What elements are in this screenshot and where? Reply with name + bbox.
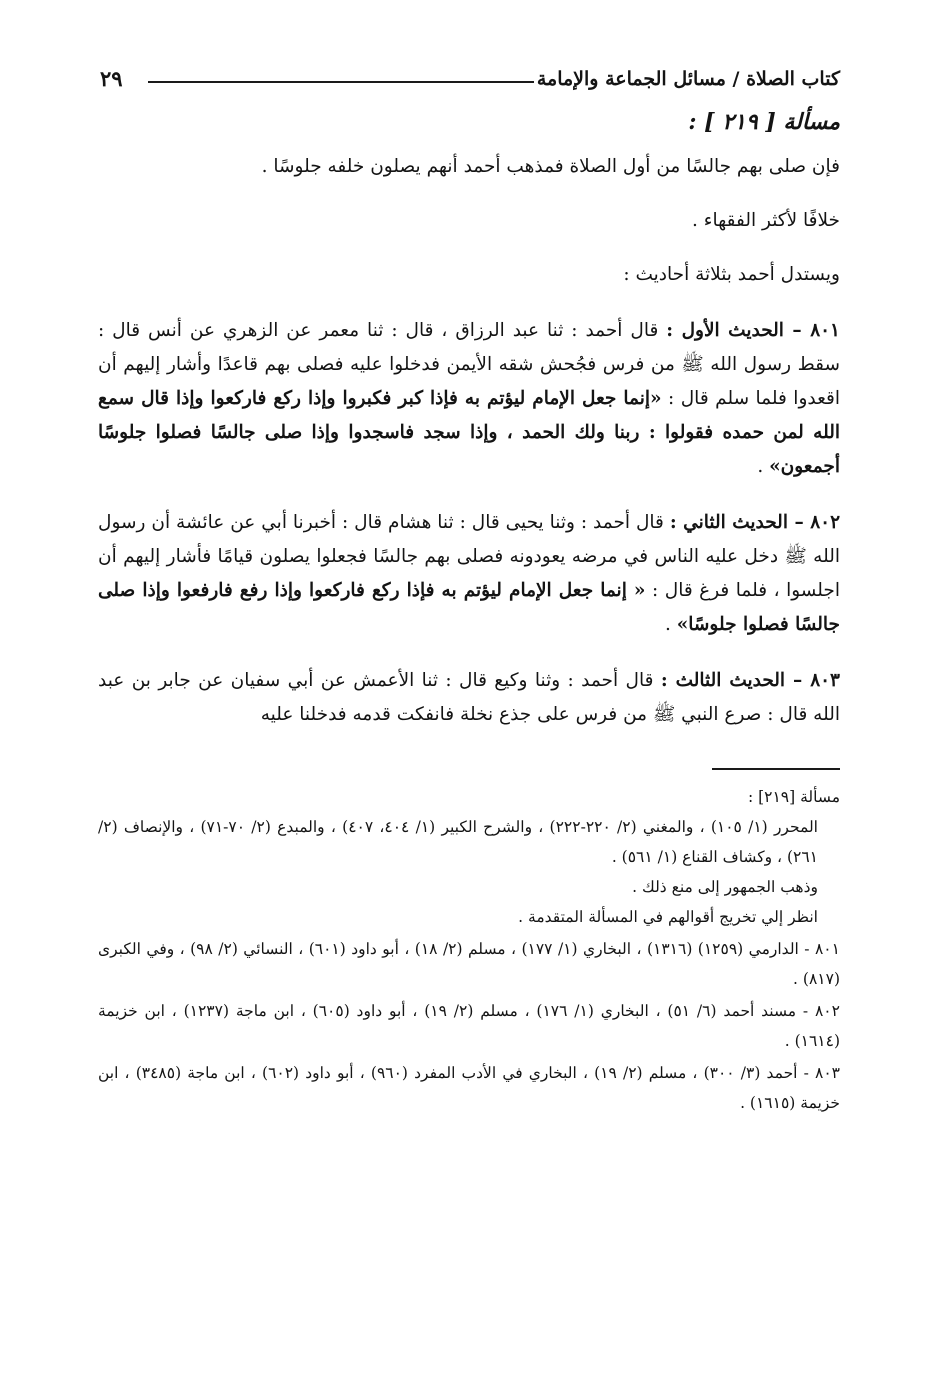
hadith-801-end: .: [757, 456, 770, 477]
book-page: [98, 62, 840, 1118]
hadith-802-text: قال أحمد : وثنا يحيى قال : ثنا هشام قال : أخبرنا أبي عن عائشة أن رسول الله ﷺ دخل عليه الناس في مرضه يعودونه فصلى بهم جالسًا فجعلوا يصلون قيامًا فأشار إليهم أن اجلسوا ، فلما فرغ قال :: [98, 512, 840, 601]
footnote-801: ٨٠١ - الدارمي (١٢٥٩) (١٣١٦) ، البخاري (١/ ١٧٧) ، مسلم (٢/ ١٨) ، أبو داود (٦٠١) ، النسائي (٢/ ٩٨) ، وفي الكبرى (٨١٧) .: [98, 940, 840, 988]
hadith-803-label: ٨٠٣ – الحديث الثالث :: [660, 670, 840, 691]
footnote-note-1: وذهب الجمهور إلى منع ذلك .: [632, 878, 818, 896]
footnote-title: مسألة [٢١٩] :: [747, 788, 840, 806]
hadith-801-text: قال أحمد : ثنا عبد الرزاق ، قال : ثنا معمر عن الزهري عن أنس قال : سقط رسول الله ﷺ من فرس فجُحش شقه الأيمن فدخلوا عليه فصلى بهم قاعدًا وأشار إليهم أن اقعدوا فلما سلم قال :: [98, 320, 840, 409]
page-number: ٢٩: [100, 66, 123, 91]
running-title: كتاب الصلاة / مسائل الجماعة والإمامة: [536, 68, 840, 90]
hadith-802-label: ٨٠٢ – الحديث الثاني :: [669, 512, 841, 533]
header-rule: [148, 81, 534, 83]
page-header: [98, 62, 840, 102]
paragraph-3: ويستدل أحمد بثلاثة أحاديث :: [623, 264, 840, 285]
footnote-separator: [712, 768, 840, 770]
footnotes: [98, 782, 840, 1118]
footnote-note-2: انظر إلي تخريج أقوالهم في المسألة المتقدمة .: [518, 908, 818, 926]
hadith-802-quote: « إنما جعل الإمام ليؤتم به فإذا ركع فاركعوا وإذا رفع فارفعوا وإذا صلى جالسًا فصلوا جلوسًا»: [98, 580, 840, 635]
hadith-803: [98, 664, 840, 732]
footnote-803: ٨٠٣ - أحمد (٣/ ٣٠٠) ، مسلم (٢/ ١٩) ، البخاري في الأدب المفرد (٩٦٠) ، أبو داود (٦٠٢) ، ابن ماجة (٣٤٨٥) ، ابن خزيمة (١٦١٥) .: [98, 1064, 840, 1112]
hadith-801-quote: «إنما جعل الإمام ليؤتم به فإذا كبر فكبروا وإذا ركع فاركعوا وإذا قال سمع الله لمن حمده فقولوا : ربنا ولك الحمد ، وإذا سجد فاسجدوا وإذا صلى جالسًا فصلوا جلوسًا أجمعون»: [98, 388, 840, 477]
hadith-803-text: قال أحمد : وثنا وكيع قال : ثنا الأعمش عن أبي سفيان عن جابر بن عبد الله قال : صرع النبي ﷺ من فرس على جذع نخلة فانفكت قدمه فدخلنا عليه: [98, 670, 840, 725]
hadith-801: [98, 314, 840, 484]
paragraph-1: فإن صلى بهم جالسًا من أول الصلاة فمذهب أحمد أنهم يصلون خلفه جلوسًا .: [261, 156, 840, 177]
hadith-802-end: .: [664, 614, 677, 635]
issue-heading: مسألة [ ٢١٩ ] :: [688, 109, 840, 135]
hadith-801-label: ٨٠١ – الحديث الأول :: [666, 320, 840, 341]
paragraph-2: خلافًا لأكثر الفقهاء .: [692, 210, 840, 231]
hadith-802: [98, 506, 840, 642]
main-text: [98, 150, 840, 732]
footnote-refs: المحرر (١/ ١٠٥) ، والمغني (٢/ ٢٢٠-٢٢٢) ، والشرح الكبير (١/ ٤٠٤، ٤٠٧) ، والمبدع (٢/ ٧٠-٧١) ، والإنصاف (٢/ ٢٦١) ، وكشاف القناع (١/ ٥٦١) .: [98, 818, 818, 866]
footnote-802: ٨٠٢ - مسند أحمد (٦/ ٥١) ، البخاري (١/ ١٧٦) ، مسلم (٢/ ١٩) ، أبو داود (٦٠٥) ، ابن ماجة (١٢٣٧) ، ابن خزيمة (١٦١٤) .: [98, 1002, 840, 1050]
